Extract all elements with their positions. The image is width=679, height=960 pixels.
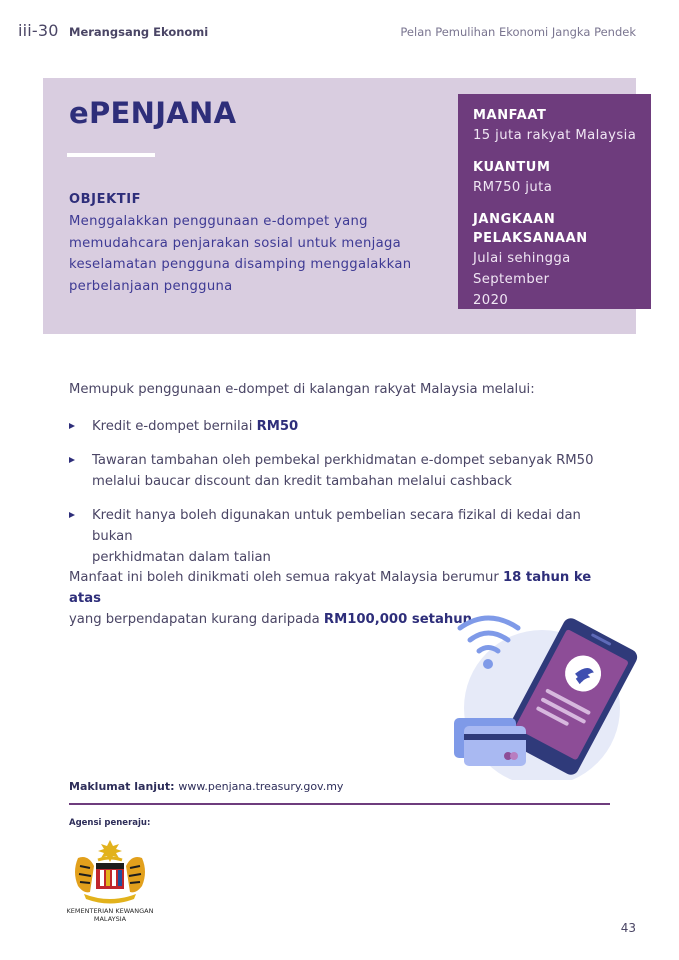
intro-text: Memupuk penggunaan e-dompet di kalangan rakyat Malaysia melalui: — [69, 382, 535, 397]
agency-label: Agensi peneraju: — [69, 818, 151, 828]
bullet-text: melalui baucar discount dan kredit tambahan melalui cashback — [92, 474, 512, 489]
title-underline — [67, 153, 155, 157]
bullet-triangle-icon — [69, 512, 75, 518]
section-title: Merangsang Ekonomi — [69, 25, 209, 39]
objective-line: perbelanjaan pengguna — [69, 278, 233, 294]
bullet-text: Tawaran tambahan oleh pembekal perkhidmatan e-dompet sebanyak RM50 — [92, 453, 594, 468]
eligibility-age: 18 tahun ke atas — [69, 570, 592, 606]
objective-line: memudahcara penjarakan sosial untuk menjaga — [69, 235, 402, 251]
bullet-amount: RM50 — [256, 419, 299, 434]
benefit-list — [69, 416, 609, 581]
bullet-triangle-icon — [69, 423, 75, 429]
kuantum-label: KUANTUM — [473, 160, 551, 175]
page-code: iii-30 — [18, 21, 59, 40]
page-number: 43 — [620, 921, 636, 935]
footer-divider — [69, 803, 610, 805]
bullet-text: Kredit hanya boleh digunakan untuk pembelian secara fizikal di kedai dan bukan — [92, 508, 581, 544]
manfaat-value: 15 juta rakyat Malaysia — [473, 128, 637, 143]
list-item — [69, 450, 609, 492]
more-info-url[interactable]: www.penjana.treasury.gov.my — [178, 780, 344, 793]
objective-line: keselamatan pengguna disamping menggalakkan — [69, 257, 412, 272]
objective-label: OBJEKTIF — [69, 192, 142, 207]
manfaat-label: MANFAAT — [473, 108, 547, 123]
ministry-line: KEMENTERIAN KEWANGAN — [66, 907, 154, 915]
objective-line: Menggalakkan penggunaan e-dompet yang — [69, 214, 368, 229]
jangkaan-value-year: 2020 — [473, 293, 509, 308]
ewallet-illustration-icon — [430, 608, 640, 780]
ministry-name — [66, 907, 154, 923]
jangkaan-label: JANGKAAN PELAKSANAAN — [473, 212, 588, 246]
document-title: Pelan Pemulihan Ekonomi Jangka Pendek — [400, 25, 636, 39]
kuantum-value: RM750 juta — [473, 180, 553, 195]
bullet-triangle-icon — [69, 457, 75, 463]
objective-text — [69, 211, 439, 297]
more-info — [69, 780, 343, 793]
eligibility-line: Manfaat ini boleh dinikmati oleh semua rakyat Malaysia berumur — [69, 570, 503, 585]
list-item — [69, 505, 609, 568]
ministry-line: MALAYSIA — [93, 915, 127, 923]
more-info-label: Maklumat lanjut: — [69, 780, 179, 793]
jangkaan-value: Julai sehingga September — [473, 251, 571, 287]
bullet-text: Kredit e-dompet bernilai — [92, 419, 257, 434]
bullet-text: perkhidmatan dalam talian — [92, 550, 271, 565]
malaysia-coat-of-arms-icon — [68, 836, 152, 906]
list-item — [69, 416, 609, 437]
eligibility-line: yang berpendapatan kurang daripada — [69, 612, 324, 627]
program-title: ePENJANA — [69, 96, 237, 130]
key-facts-panel — [458, 94, 651, 309]
eligibility-income: RM100,000 setahun — [323, 612, 473, 627]
